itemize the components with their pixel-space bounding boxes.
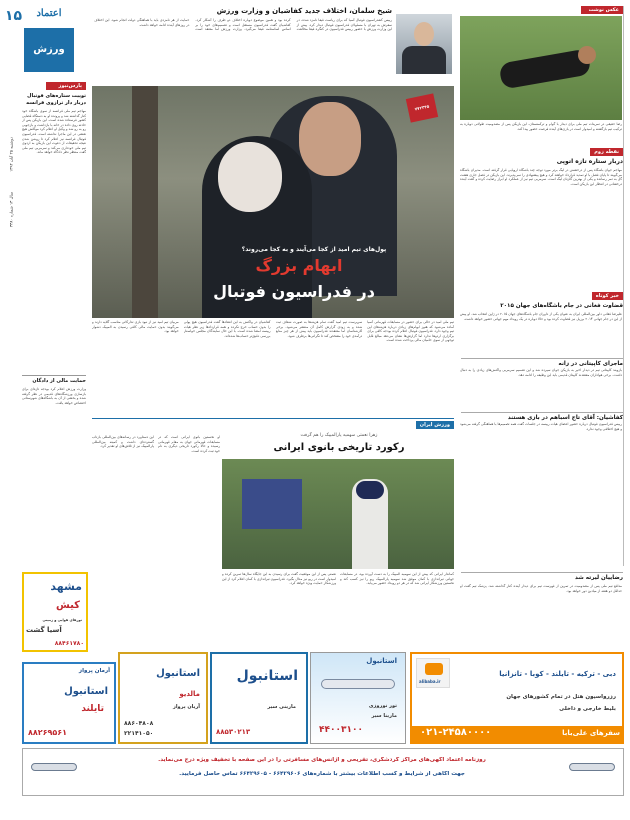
archery-photo <box>222 459 454 569</box>
s5-title[interactable]: رضاییان لیرته شد <box>461 572 623 582</box>
ad-istanbul3-title: استانبول <box>64 686 108 697</box>
footer-plane-right <box>569 763 615 771</box>
ad-istanbul1-sub: تور نوروزی <box>368 703 397 709</box>
alibaba-brand: alibaba.ir <box>419 679 441 684</box>
top-story-body: رییس کنفدراسیون فوتبال آسیا که برای ریاست فیفا نامزد شده، در سفرش به تهران با مسئولان فدراسیون فوتبال دیدار کرد. پیش از این وزارت ورزش با حضور رییس فدراسیون در کنگره فیفا مخالفت کرده بود و همین موضوع دوباره اختلاف دو طرف را آشکار کرد. کفاشیان گفت فدراسیون مستقل است و تصمیم‌های خود را بر اساس اساسنامه فیفا می‌گیرد. وزارت ورزش اما معتقد است حمایت از هر نامزدی باید با هماهنگی دولت انجام شود. این اختلاف در روزهای آینده ادامه خواهد داشت. <box>94 18 392 32</box>
photo-note-label: عکس نوشت <box>581 6 623 14</box>
left-story2-title[interactable]: حمایت مالی از دادگان <box>22 375 86 385</box>
main-body-col1: تیم ملی امید در حالی برای حضور در مسابقات قهرمانی آسیا آماده می‌شود که هنوز ابهام‌های زیادی درباره هزینه‌های این تیم وجود دارد. فدراسیون فوتبال اعلام کرده بودجه کافی برای برگزاری اردوها ندارد اما گزارش‌ها نشان می‌دهد مبالغ قابل توجهی از سوی حامیان مالی پرداخت شده است. <box>367 320 454 343</box>
main-body-col2: سرپرست تیم امید گفت تمام هزینه‌ها به صورت شفاف ثبت شده و به زودی گزارش کامل آن منتشر می‌شود. برخی کارشناسان اما معتقدند فدراسیون باید پیش از هر چیز منابع درآمدی خود را مشخص کند تا نگرانی‌ها برطرف شود. <box>275 320 363 338</box>
archery-body3: این دستاورد در رسانه‌های بین‌المللی بازتاب گسترده‌ای داشت و کمیته بین‌المللی پارالمپیک نیز از تلاش‌های او تقدیر کرد. <box>92 435 154 449</box>
ad-istanbul3-sub: تایلند <box>81 704 104 714</box>
left-story1-title[interactable]: توپیت ستاره‌های فوتبال دربار دار ترازوی فرانسه <box>26 93 86 106</box>
issue-date: دوشنبه ۲۵ آبان ۱۳۹۴ <box>8 137 14 172</box>
s3-body: بازوبند کاپیتانی تیم در دیدار اخیر به بازیکن جوان سپرده شد و این تصمیم سرمربی واکنش‌های زیادی را به دنبال داشت. برخی هواداران معتقدند کاپیتان قدیمی باید این وظیفه را ادامه دهد. <box>460 368 622 377</box>
ad-istanbul2-phone: ۸۸۶۰۴۸۰۸ <box>124 720 154 727</box>
footer-line1: روزنامه اعتماد آگهی‌های مراکز گردشگری، تفریحی و آژانس‌های مسافرتی را در این صفحه با تخفیف ویژه درج می‌نماید. <box>158 757 486 763</box>
ad-alibaba-phone: ۰۲۱-۲۴۵۸۰۰۰۰ <box>420 727 492 738</box>
page-number: ۱۵ <box>4 8 22 24</box>
person-left-head <box>218 142 282 212</box>
archer-scarf <box>356 481 384 499</box>
main-photo <box>92 86 454 318</box>
ad-istanbul3-company: آرمان پرواز <box>78 668 110 674</box>
main-kicker: پول‌های تیم امید از کجا می‌آیند و به کجا می‌روند؟ <box>241 246 387 253</box>
ad-istanbul2-sub: مالدیو <box>179 690 200 698</box>
ad-mashhad-desc: تورهای هوایی و زمینی <box>42 618 82 622</box>
masthead <box>6 6 76 80</box>
alibaba-logo-icon <box>425 663 443 675</box>
ad-istanbul2-title: استانبول <box>156 668 200 679</box>
s5-body-visible: مدافع تیم ملی پس از مصدومیت در تمرین از فهرست تیم برای دیدار آینده کنار گذاشته شد. پزشک تیم گفت او حداقل دو هفته از میادین دور خواهد بود. <box>460 584 622 593</box>
ad-istanbul-4[interactable] <box>210 652 308 744</box>
brief-label: پارس‌نیوز <box>46 82 86 90</box>
portrait-suit <box>402 46 446 74</box>
archery-body1: کماندار ایرانی که پیش از این سهمیه المپیک را به دست آورده بود، در مسابقات جهانی تیراندازی با کمان موفق شد سهمیه پارالمپیک ریو را نیز کسب کند و نخستین ورزشکار ایرانی شد که در هر دو رویداد حضور می‌یابد. <box>340 572 454 586</box>
photo-caption: رضا حقیقی در تمرینات تیم ملی برای دیدار با گوام و ترکمنستان. این بازیکن پس از مصدومیت طولانی دوباره به ترکیب تیم بازگشته و امیدوار است در بازی‌های آینده فرصت حضور پیدا کند. <box>460 122 622 131</box>
archery-body2: نعمتی پس از این موفقیت گفت برای رسیدن به این جایگاه سال‌ها تمرین کرده و امیدوار است در ریو نیز مدال بگیرد. فدراسیون تیراندازی با کمان اعلام کرد از این ورزشکار حمایت ویژه خواهد کرد. <box>222 572 336 586</box>
portrait-photo <box>396 14 452 74</box>
main-title-1[interactable]: ابهام بزرگ <box>255 256 343 275</box>
ad-istanbul2-phone2: ۲۲۱۴۱۰۵۰ <box>124 730 154 737</box>
left-story2-body: وزارت ورزش اعلام کرد بودجه تازه‌ای برای بازسازی ورزشگاه‌های قدیمی در نظر گرفته شده و بخشی از آن به باشگاه‌های شهرستانی اختصاص خواهد یافت. <box>22 387 86 405</box>
portrait-face <box>414 22 434 46</box>
s4-body: رییس فدراسیون فوتبال درباره حضور اعضای هیات رییسه در جلسات گفت همه تصمیم‌ها با هماهنگی گرفته می‌شود و هیچ اختلافی وجود ندارد. <box>460 422 622 431</box>
footer-plane-left <box>31 763 77 771</box>
athlete-photo <box>460 16 622 120</box>
ad-istanbul-3[interactable] <box>22 662 116 744</box>
alibaba-logo-box <box>416 658 450 688</box>
ad-alibaba-title: دبی - ترکیه - تایلند - کوبا - تانزانیا <box>499 670 616 678</box>
issue-number: سال ۱۳ شماره ۳۳۸۰ <box>8 191 14 228</box>
issue-strip <box>6 82 18 252</box>
s1-body: مهاجم جوان باشگاه پس از درخشش در لیگ برتر مورد توجه چند باشگاه اروپایی قرار گرفته است. مدیران باشگاه می‌گویند تا پایان فصل با او تمدید قرارداد خواهند کرد و هیچ پیشنهادی را نمی‌پذیرند. این بازیکن در فصل جاری هشت گل به ثمر رسانده و یکی از بهترین گلزنان لیگ است. سرمربی تیم نیز از عملکرد او ابراز رضایت کرده و گفت آینده درخشانی در انتظار این بازیکن است. <box>460 168 622 186</box>
ad-alibaba[interactable] <box>410 652 624 744</box>
s1-title[interactable]: دربار ستاره تازه اتوپی <box>556 158 623 165</box>
top-story <box>92 6 452 84</box>
archery-title[interactable]: رکورد تاریخی بانوی ایرانی <box>273 442 405 453</box>
s2-title[interactable]: قضاوت فغانی در جام باشگاه‌های جهان ۲۰۱۵ <box>500 303 623 309</box>
masthead-logo: اعتماد <box>36 8 62 19</box>
ad-alibaba-company: سفرهای علی‌بابا <box>562 729 620 737</box>
ad-istanbul1-company: مارینا سیر <box>371 713 397 719</box>
ad-istanbul-2[interactable] <box>118 652 208 744</box>
s3-title[interactable]: ماجرای کاپیتانی در زانه <box>461 358 623 368</box>
ad-istanbul4-phone: ۸۸۵۳۰۲۱۳ <box>216 728 251 736</box>
ad-istanbul4-company: مارینی سیر <box>267 704 296 710</box>
ad-mashhad-sub: کیش <box>55 600 80 611</box>
main-body-col3: کفاشیان در واکنش به این انتقادها گفت فدراسیون هیچ پولی را بدون حساب خرج نکرده و همه قراردادها زیر نظر هیات رییسه امضا شده است. با این حال نمایندگان مجلس خواستار بررسی دقیق‌تر حساب‌ها شده‌اند. <box>183 320 271 338</box>
ad-istanbul3-phone: ۸۸۲۶۹۵۶۱ <box>28 728 68 737</box>
plane-shape <box>321 679 395 689</box>
left-story1-body: مهاجم تیم ملی فرانسه از سوی باشگاه خود کنار گذاشته شد و پرونده او به دستگاه قضایی کشور فرستاده شده است. این بازیکن پس از حادثه روی داده در خانه با بازداشت و بازجویی رو به رو شد و وکیل او اعلام کرد موکلش هیچ نقشی در این ماجرا نداشته است. فدراسیون فوتبال فرانسه نیز اعلام کرد تا روشن شدن نتیجه تحقیقات از دعوت این بازیکن به اردوی تیم ملی خودداری می‌کند و سرمربی تیم ملی گفت منتظر نظر دادگاه خواهد ماند. <box>22 109 86 155</box>
ad-mashhad-title: مشهد <box>50 580 82 593</box>
tree-trunk <box>132 86 158 318</box>
ad-alibaba-phonebar <box>412 726 624 744</box>
archery-kicker: زهرا نعمتی سهمیه پارالمپیک را هم گرفت <box>300 433 378 438</box>
main-title-2[interactable]: در فدراسیون فوتبال <box>213 282 375 301</box>
archery-body4: او نخستین بانوی ایرانی است که در مسابقات قهرمانی جهان به مقام قهرمانی رسیده و حالا رکورد تاریخی دیگری به نام خود ثبت کرده است. <box>158 435 220 453</box>
right-column <box>458 6 624 581</box>
ad-istanbul1-title: استانبول <box>366 657 397 665</box>
ad-istanbul-plane[interactable] <box>310 652 406 744</box>
photo-badge: ۷۷۲۳۴۵ <box>406 93 438 122</box>
ad-istanbul4-title: استانبول <box>236 668 298 684</box>
ad-footer-banner[interactable] <box>22 748 624 796</box>
ad-alibaba-line2: بلیط خارجی و داخلی <box>559 706 616 712</box>
athlete-head <box>578 46 596 64</box>
ad-mashhad[interactable] <box>22 572 88 652</box>
s2-label: خبر کوتاه <box>592 292 623 300</box>
s2-body: علیرضا فغانی داور بین‌المللی ایران به عنوان یکی از داوران جام باشگاه‌های جهان ۲۰۱۵ در ژاپن انتخاب شد. او پیش از این در جام جهانی ۲۰۱۴ برزیل نیز قضاوت کرده بود و حالا دوباره در یک رویداد مهم جهانی حضور خواهد داشت. <box>460 312 622 321</box>
ad-istanbul1-phone: ۴۴۰۰۳۱۰۰ <box>319 725 363 735</box>
left-column <box>22 82 86 552</box>
ad-mashhad-phone: ۸۸۴۶۱۷۸۰ <box>54 640 84 647</box>
archery-story <box>92 418 454 650</box>
archery-target <box>242 479 302 529</box>
archery-label: ورزش ایران <box>416 421 454 429</box>
s4-title[interactable]: کفاشیان: آقای تاج اسباهم در بازی هستند <box>461 412 623 422</box>
main-body-col4: مربیان تیم امید نیز از نبود بازی تدارکاتی مناسب گلایه دارند و می‌گویند بدون حمایت مالی کافی رسیدن به المپیک دشوار خواهد بود. <box>92 320 179 334</box>
ad-mashhad-company: آسیا گشت <box>26 626 62 634</box>
section-title: ورزش <box>24 28 74 72</box>
person-right-head <box>299 102 361 176</box>
ad-istanbul2-company: آریان پرواز <box>172 704 200 710</box>
top-story-title[interactable]: شیخ سلمان، اختلاف جدید کفاشیان و وزارت ورزش <box>216 7 392 15</box>
footer-line2: جهت آگاهی از شرایط و کسب اطلاعات بیشتر با شماره‌های ۶۶۴۲۹۶۰۶ - ۶۶۴۲۹۶۰۵ تماس حاصل فرمایید. <box>179 771 465 777</box>
s1-label: نقطه زوم <box>590 148 623 156</box>
main-story-body <box>92 320 454 416</box>
ad-alibaba-sub: رزرواسیون هتل در تمام کشورهای جهان <box>506 694 616 700</box>
